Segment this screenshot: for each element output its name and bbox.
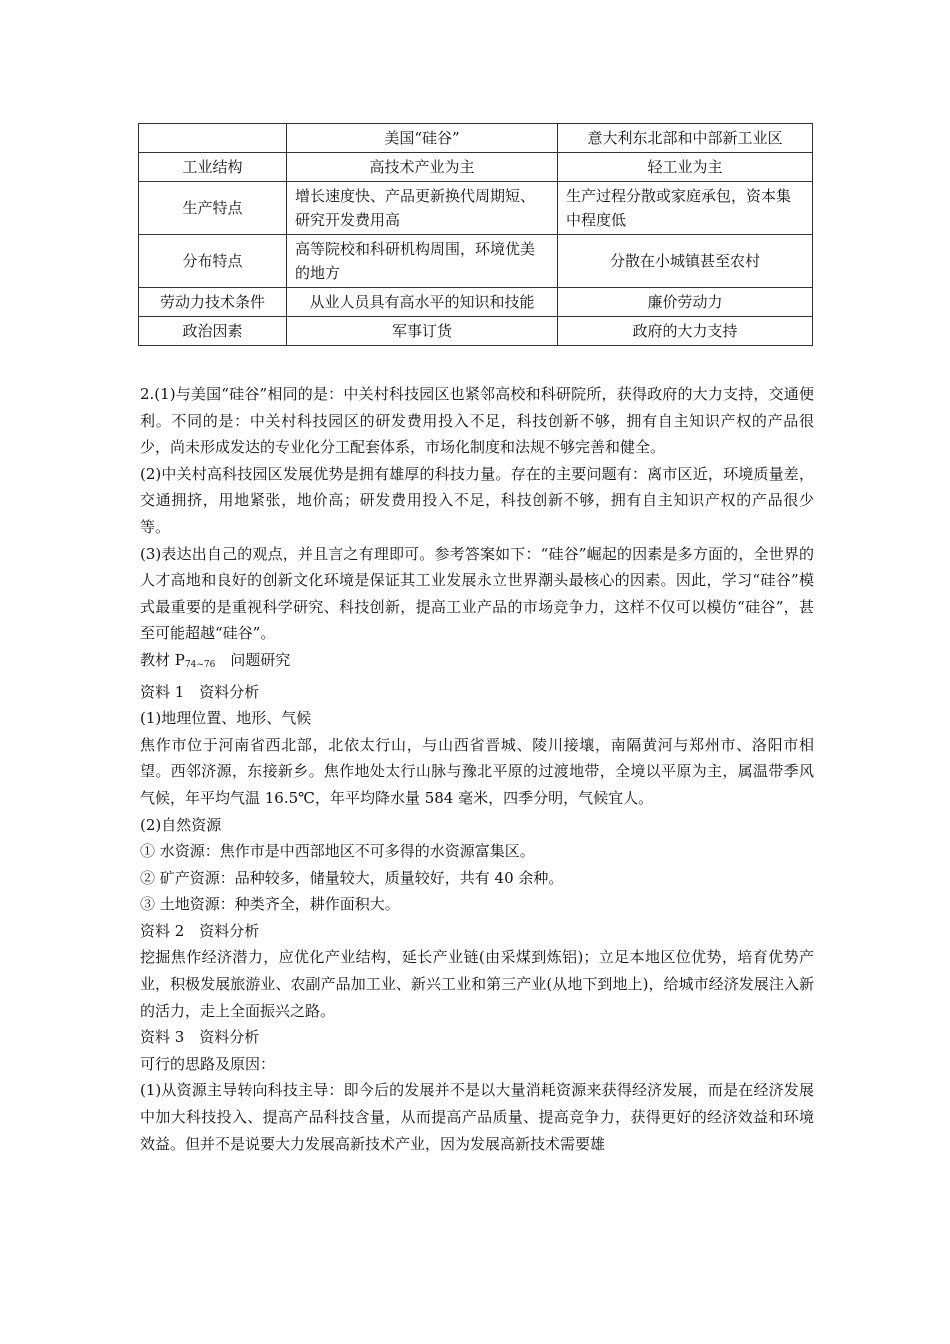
- textbook-ref-prefix: 教材 P: [140, 650, 185, 669]
- body-paragraph: (1)从资源主导转向科技主导：即今后的发展并不是以大量消耗资源来获得经济发展，而是在经济发展中加大科技投入、提高产品科技含量，从而提高产品质量、提高竞争力，获得更好的经济效益和环境效益。但并不是说要大力发展高新技术产业，因为发展高新技术需要雄: [140, 1081, 814, 1153]
- us-cell: 高等院校和科研机构周围，环境优美的地方: [287, 235, 558, 288]
- textbook-ref-pages: 74~76: [184, 659, 216, 670]
- row-label: 生产特点: [139, 182, 287, 235]
- row-label: 分布特点: [139, 235, 287, 288]
- section-heading: (1)地理位置、地形、气候: [140, 709, 312, 728]
- italy-cell: 廉价劳动力: [558, 288, 813, 317]
- body-paragraph: 挖掘焦作经济潜力，应优化产业结构，延长产业链(由采煤到炼铝)；立足本地区位优势，培育优势产业，积极发展旅游业、农副产品加工业、新兴工业和第三产业(从地下到地上)，给城市经济发展注入新的活力，走上全面振兴之路。: [140, 948, 814, 1020]
- table-row: [139, 317, 813, 346]
- italy-cell: 轻工业为主: [558, 153, 813, 182]
- textbook-reference: [140, 647, 814, 679]
- table-corner-cell: [139, 124, 287, 153]
- list-item: ② 矿产资源：品种较多，储量较大，质量较好，共有 40 余种。: [140, 868, 564, 887]
- answer-paragraph: (3)表达出自己的观点，并且言之有理即可。参考答案如下：“硅谷”崛起的因素是多方面的，全世界的人才高地和良好的创新文化环境是保证其工业发展永立世界潮头最核心的因素。因此，学习“硅谷”模式最重要的是重视科学研究、科技创新，提高工业产品的市场竞争力，这样不仅可以模仿“硅谷”，甚至可能超越“硅谷”。: [140, 544, 814, 643]
- body-paragraph: 可行的思路及原因：: [140, 1054, 276, 1073]
- answer-paragraph: (2)中关村高科技园区发展优势是拥有雄厚的科技力量。存在的主要问题有：离市区近，环境质量差，交通拥挤，用地紧张，地价高；研发费用投入不足，科技创新不够，拥有自主知识产权的产品很少等。: [140, 464, 814, 536]
- us-cell: 军事订货: [287, 317, 558, 346]
- comparison-table: [138, 123, 813, 346]
- material-1-heading: 资料 1 资料分析: [140, 682, 260, 701]
- section-heading: (2)自然资源: [140, 815, 222, 834]
- us-cell: 增长速度快、产品更新换代周期短、研究开发费用高: [287, 182, 558, 235]
- row-label: 政治因素: [139, 317, 287, 346]
- italy-cell: 分散在小城镇甚至农村: [558, 235, 813, 288]
- answer-body: [140, 381, 814, 1157]
- list-item: ③ 土地资源：种类齐全，耕作面积大。: [140, 895, 400, 914]
- table-row: [139, 153, 813, 182]
- list-item: ① 水资源：焦作市是中西部地区不可多得的水资源富集区。: [140, 842, 535, 861]
- table-header-us: 美国“硅谷”: [287, 124, 558, 153]
- body-paragraph: 焦作市位于河南省西北部，北依太行山，与山西省晋城、陵川接壤，南隔黄河与郑州市、洛阳市相望。西邻济源，东接新乡。焦作地处太行山脉与豫北平原的过渡地带，全境以平原为主，属温带季风气候，年平均气温 16.5℃，年平均降水量 584 毫米，四季分明，气候宜人。: [140, 735, 814, 807]
- material-3-heading: 资料 3 资料分析: [140, 1028, 260, 1047]
- table-row: [139, 182, 813, 235]
- table-header-row: [139, 124, 813, 153]
- us-cell: 从业人员具有高水平的知识和技能: [287, 288, 558, 317]
- row-label: 工业结构: [139, 153, 287, 182]
- answer-paragraph: 2.(1)与美国“硅谷”相同的是：中关村科技园区也紧邻高校和科研院所，获得政府的大力支持，交通便利。不同的是：中关村科技园区的研发费用投入不足，科技创新不够，拥有自主知识产权的产品很少，尚未形成发达的专业化分工配套体系，市场化制度和法规不够完善和健全。: [140, 385, 814, 457]
- table-row: [139, 235, 813, 288]
- table-row: [139, 288, 813, 317]
- italy-cell: 政府的大力支持: [558, 317, 813, 346]
- row-label: 劳动力技术条件: [139, 288, 287, 317]
- italy-cell: 生产过程分散或家庭承包，资本集中程度低: [558, 182, 813, 235]
- table-header-italy: 意大利东北部和中部新工业区: [558, 124, 813, 153]
- textbook-ref-suffix: 问题研究: [215, 650, 291, 669]
- us-cell: 高技术产业为主: [287, 153, 558, 182]
- material-2-heading: 资料 2 资料分析: [140, 921, 260, 940]
